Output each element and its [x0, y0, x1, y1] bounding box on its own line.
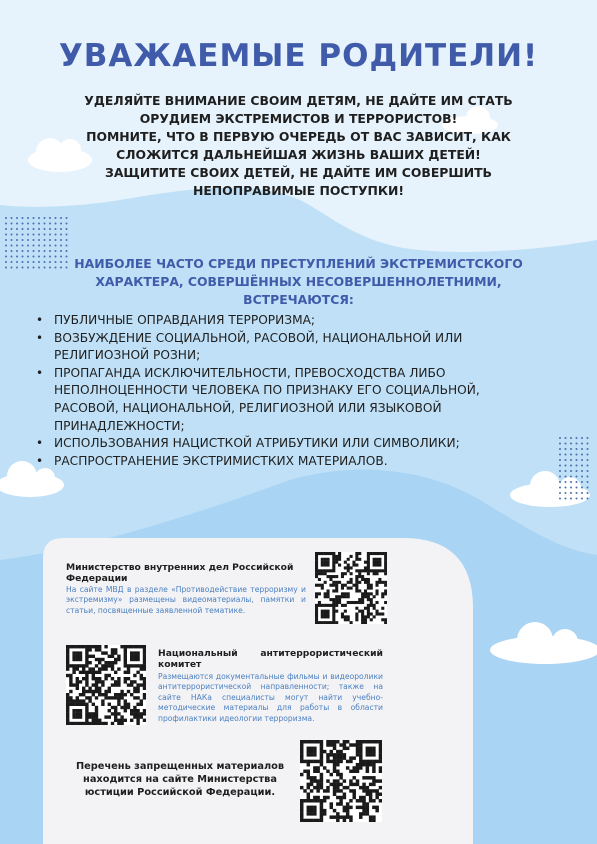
- intro-line: ОРУДИЕМ ЭКСТРЕМИСТОВ И ТЕРРОРИСТОВ!: [139, 111, 458, 126]
- org-minjust-text: Перечень запрещенных материалов находится на сайте Министерства юстиции Российской Федерации.: [75, 761, 285, 798]
- list-item: • РАСПРОСТРАНЕНИЕ ЭКСТРИМИСТКИХ МАТЕРИАЛОВ.: [28, 453, 548, 471]
- section-heading: [28, 255, 569, 309]
- org-mvd-desc: На сайте МВД в разделе «Противодействие терроризму и экстремизму» размещены видеоматериалы, памятки и статьи, посвященные заявленной тематике.: [66, 585, 306, 615]
- section-heading-line: ХАРАКТЕРА, СОВЕРШЁННЫХ НЕСОВЕРШЕННОЛЕТНИМИ,: [95, 274, 502, 289]
- crime-list: [28, 312, 548, 470]
- list-item: • ПУБЛИЧНЫЕ ОПРАВДАНИЯ ТЕРРОРИЗМА;: [28, 312, 548, 330]
- org-nak-desc: Размещаются документальные фильмы и видеоролики антитеррористической направленности; также на сайте НАКа специалисты могут найти учебно-методические материалы для работы в области профилактики идеологии терроризма.: [158, 672, 383, 723]
- list-item: • ПРОПАГАНДА ИСКЛЮЧИТЕЛЬНОСТИ, ПРЕВОСХОДСТВА ЛИБО НЕПОЛНОЦЕННОСТИ ЧЕЛОВЕКА ПО ПРИЗНАКУ ЕГО СОЦИАЛЬНОЙ, РАСОВОЙ, НАЦИОНАЛЬНОЙ, РЕЛИГИОЗНОЙ ИЛИ ЯЗЫКОВОЙ ПРИНАДЛЕЖНОСТИ;: [28, 365, 548, 435]
- qr-code-mvd[interactable]: [315, 552, 387, 624]
- section-heading-line: ВСТРЕЧАЮТСЯ:: [243, 292, 354, 307]
- intro-line: НЕПОПРАВИМЫЕ ПОСТУПКИ!: [192, 183, 405, 198]
- qr-code-minjust[interactable]: [300, 740, 382, 822]
- list-item: • ИСПОЛЬЗОВАНИЯ НАЦИСТКОЙ АТРИБУТИКИ ИЛИ СИМВОЛИКИ;: [28, 435, 548, 453]
- org-mvd-name: Министерство внутренних дел Российской Федерации: [66, 562, 294, 584]
- list-item: • ВОЗБУЖДЕНИЕ СОЦИАЛЬНОЙ, РАСОВОЙ, НАЦИОНАЛЬНОЙ ИЛИ РЕЛИГИОЗНОЙ РОЗНИ;: [28, 330, 548, 365]
- intro-line: СЛОЖИТСЯ ДАЛЬНЕЙШАЯ ЖИЗНЬ ВАШИХ ДЕТЕЙ!: [116, 147, 481, 162]
- section-heading-line: НАИБОЛЕЕ ЧАСТО СРЕДИ ПРЕСТУПЛЕНИЙ ЭКСТРЕМИСТСКОГО: [74, 256, 523, 271]
- intro-text: [50, 92, 547, 200]
- intro-line: ЗАЩИТИТЕ СВОИХ ДЕТЕЙ, НЕ ДАЙТЕ ИМ СОВЕРШИТЬ: [105, 165, 492, 180]
- page-title: УВАЖАЕМЫЕ РОДИТЕЛИ!: [58, 38, 539, 74]
- intro-line: УДЕЛЯЙТЕ ВНИМАНИЕ СВОИМ ДЕТЯМ, НЕ ДАЙТЕ ИМ СТАТЬ: [84, 93, 513, 108]
- org-nak-name: Национальный антитеррористический комитет: [158, 648, 383, 670]
- qr-code-nak[interactable]: [66, 645, 146, 725]
- intro-line: ПОМНИТЕ, ЧТО В ПЕРВУЮ ОЧЕРЕДЬ ОТ ВАС ЗАВИСИТ, КАК: [86, 129, 511, 144]
